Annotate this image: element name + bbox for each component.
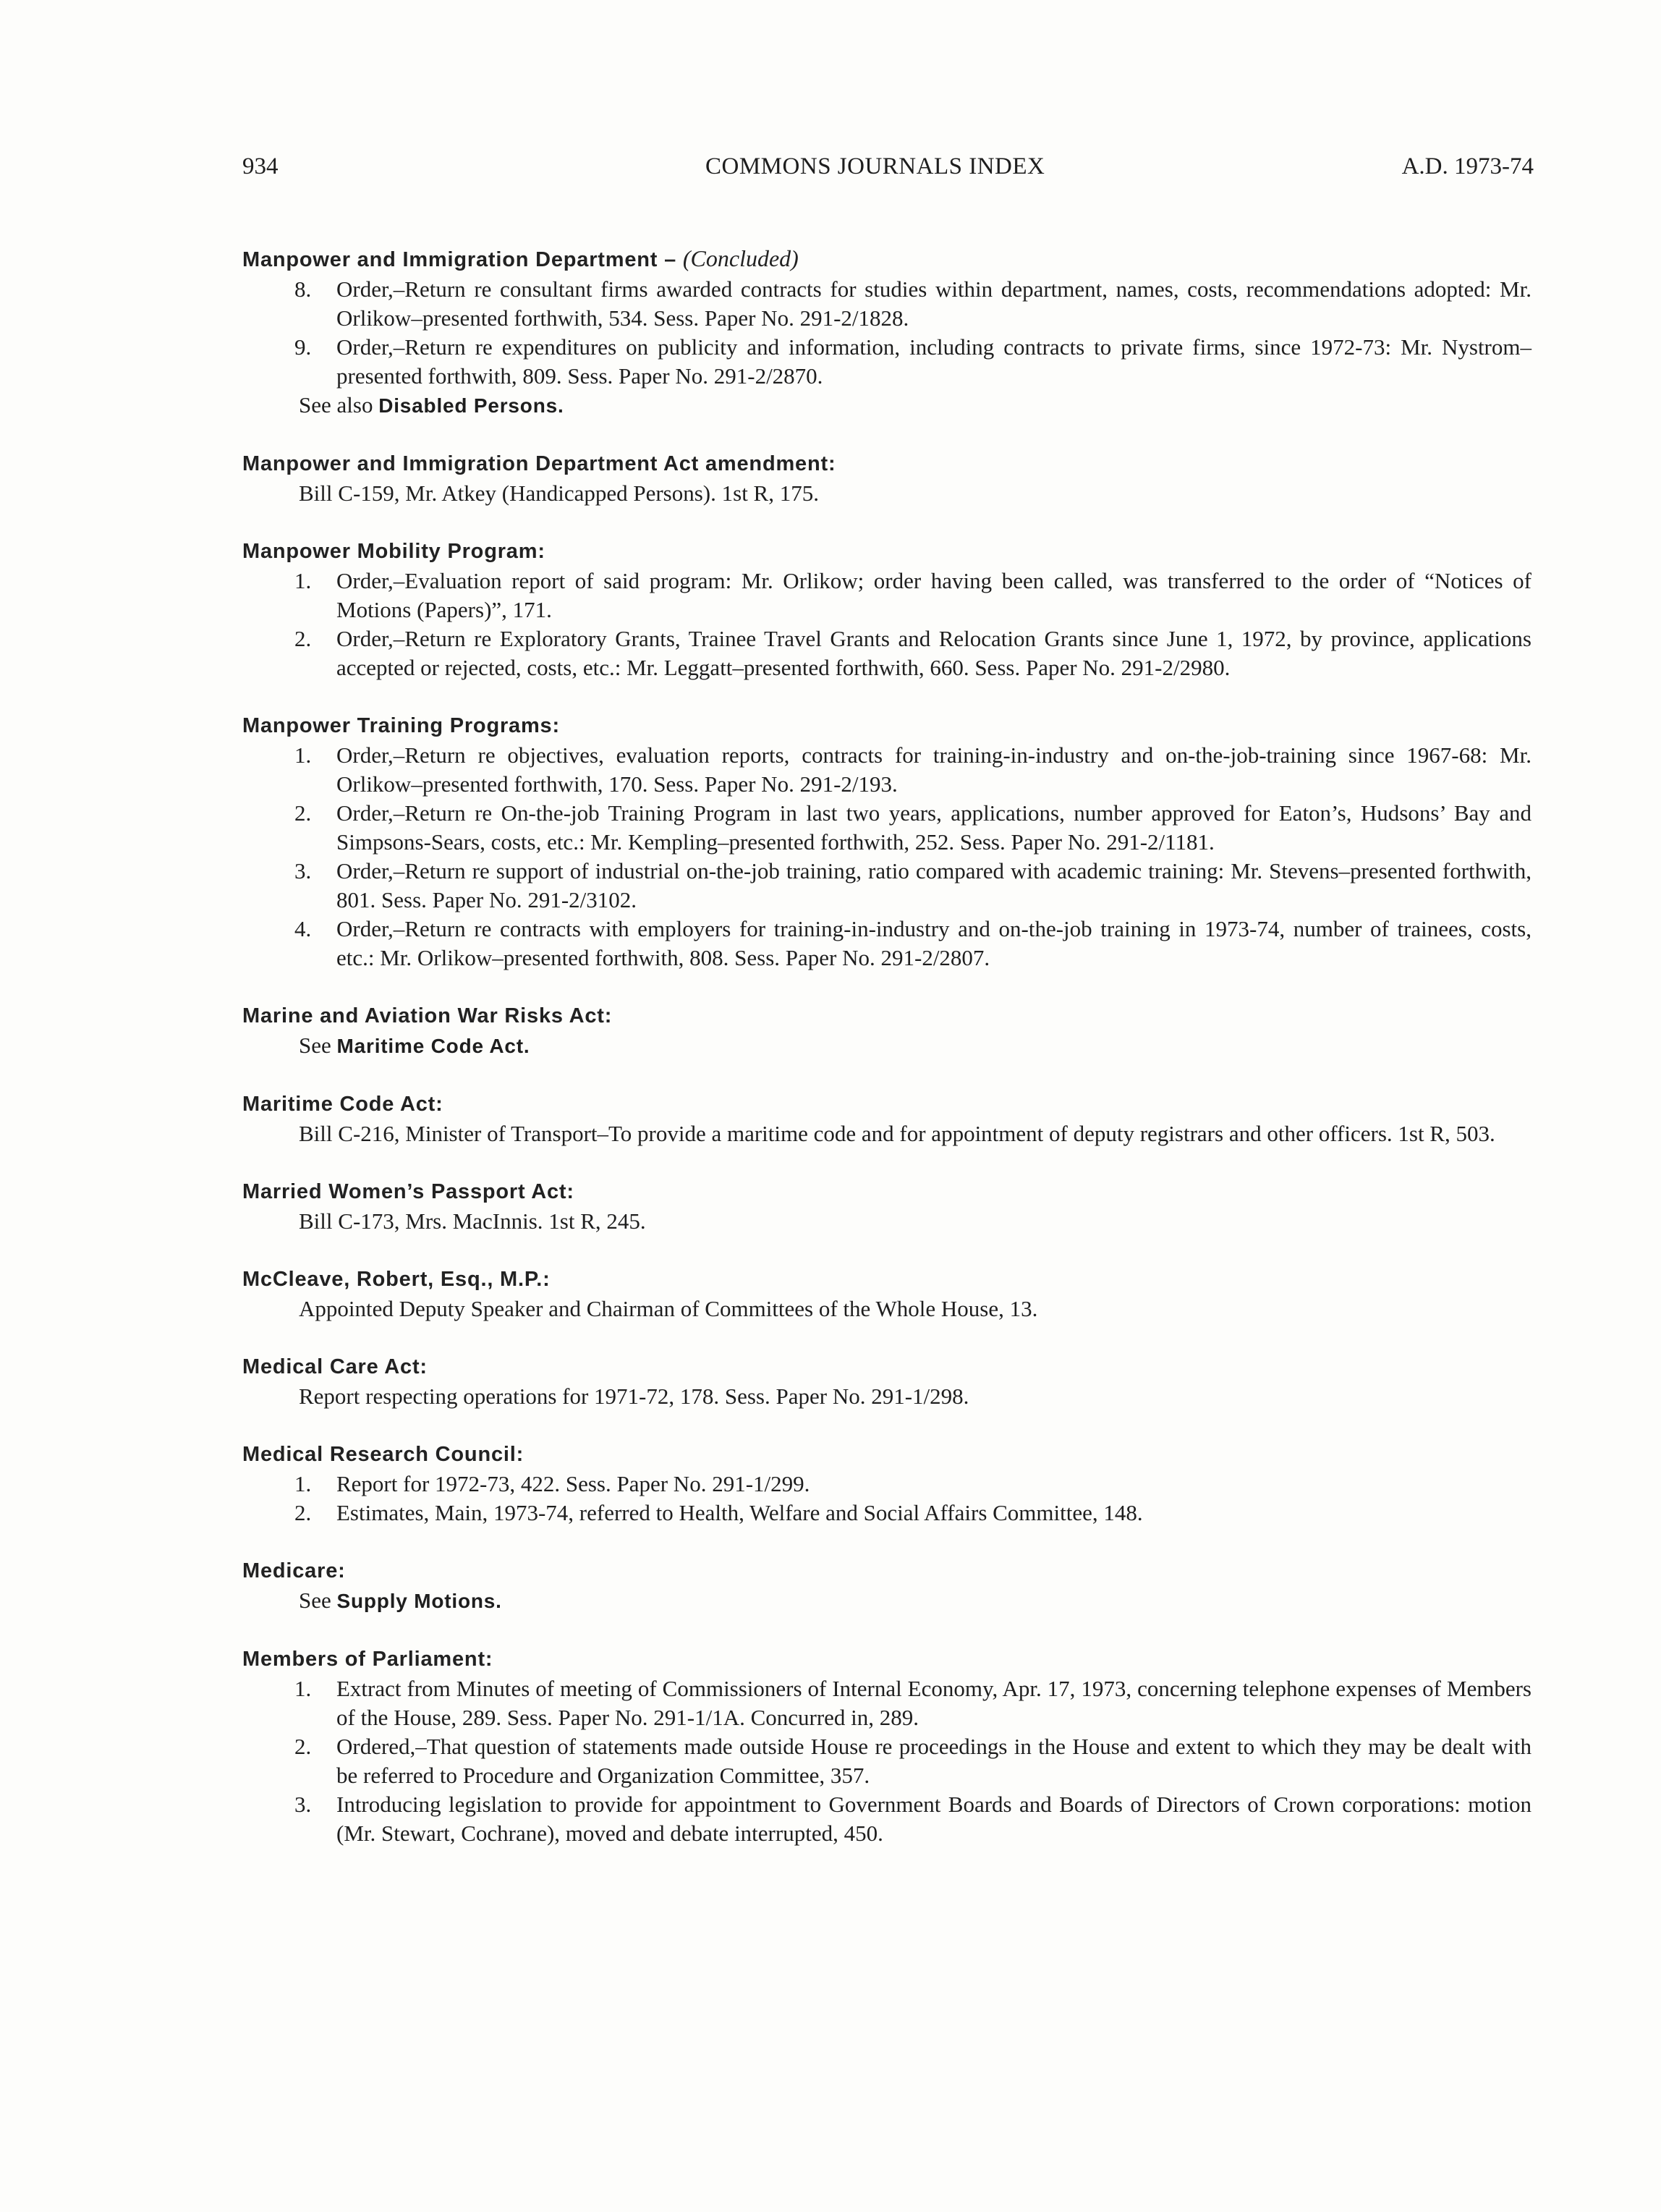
item-text: Order,–Return re support of industrial on-the-job training, ratio compared with academic training: Mr. Stevens–presented forthwith, 801. Sess. Paper No. 291-2/3102. xyxy=(336,858,1532,912)
item-number: 1. xyxy=(294,568,312,593)
entry-text: Appointed Deputy Speaker and Chairman of Committees of the Whole House, 13. xyxy=(299,1296,1038,1321)
entry-heading: Married Women’s Passport Act: xyxy=(242,1180,574,1203)
item-number: 3. xyxy=(294,1792,312,1817)
item-number: 1. xyxy=(294,1471,312,1496)
list-item xyxy=(242,1790,1537,1848)
see-also-prefix: See also xyxy=(299,392,373,418)
item-text: Order,–Return re objectives, evaluation reports, contracts for training-in-industry and on-the-job-training since 1967-68: Mr. Orlikow–presented forthwith, 170. Sess. Paper No. 291-2/193. xyxy=(336,742,1532,797)
journal-title: COMMONS JOURNALS INDEX xyxy=(705,153,1045,179)
see-prefix: See xyxy=(299,1033,331,1058)
list-item xyxy=(242,915,1537,972)
entry-heading: Marine and Aviation War Risks Act: xyxy=(242,1004,613,1027)
entry-text: Bill C-216, Minister of Transport–To provide a maritime code and for appointment of deputy registrars and other officers. 1st R, 503. xyxy=(299,1121,1495,1146)
entry-heading: Members of Parliament: xyxy=(242,1648,493,1671)
see-prefix: See xyxy=(299,1588,331,1613)
index-entry xyxy=(242,1645,1537,1848)
list-item xyxy=(242,624,1537,682)
entry-heading: Manpower Mobility Program: xyxy=(242,540,545,563)
entry-heading: Medical Research Council: xyxy=(242,1443,524,1466)
entry-text: Bill C-159, Mr. Atkey (Handicapped Persons). 1st R, 175. xyxy=(299,480,819,506)
item-text: Extract from Minutes of meeting of Commissioners of Internal Economy, Apr. 17, 1973, concerning telephone expenses of Members of the House, 289. Sess. Paper No. 291-1/1A. Concurred in, 289. xyxy=(336,1676,1532,1730)
item-number: 1. xyxy=(294,742,312,768)
journal-date: A.D. 1973-74 xyxy=(1401,153,1534,179)
index-entry xyxy=(242,244,1537,420)
see-reference: Maritime Code Act. xyxy=(336,1035,530,1057)
list-item xyxy=(242,799,1537,857)
item-text: Order,–Evaluation report of said program: Mr. Orlikow; order having been called, was transferred to the order of “Notices of Motions (Papers)”, 171. xyxy=(336,568,1532,622)
see-line xyxy=(242,1031,1537,1061)
item-text: Ordered,–That question of statements made outside House re proceedings in the House and extent to which they may be dealt with be referred to Procedure and Organization Committee, 357. xyxy=(336,1734,1532,1788)
index-entries xyxy=(242,244,1537,1877)
item-text: Introducing legislation to provide for appointment to Government Boards and Boards of Directors of Crown corporations: motion (Mr. Stewart, Cochrane), moved and debate interrupted, 450. xyxy=(336,1792,1532,1846)
entry-heading: Manpower Training Programs: xyxy=(242,714,560,737)
list-item xyxy=(242,567,1537,624)
entry-heading-text: Manpower and Immigration Department – xyxy=(242,248,677,271)
entry-heading: McCleave, Robert, Esq., M.P.: xyxy=(242,1268,551,1291)
index-entry xyxy=(242,1440,1537,1527)
see-also-reference: Disabled Persons. xyxy=(378,394,564,417)
item-number: 9. xyxy=(294,334,312,360)
see-reference: Supply Motions. xyxy=(336,1590,502,1612)
index-entry xyxy=(242,711,1537,972)
entry-heading: Medical Care Act: xyxy=(242,1355,428,1378)
see-line xyxy=(242,1586,1537,1616)
see-also-line xyxy=(242,391,1537,420)
index-entry xyxy=(242,449,1537,508)
entry-heading xyxy=(242,244,1537,275)
entry-heading: Maritime Code Act: xyxy=(242,1093,443,1116)
entry-heading: Medicare: xyxy=(242,1559,346,1582)
list-item xyxy=(242,1674,1537,1732)
index-entry xyxy=(242,1177,1537,1236)
item-text: Report for 1972-73, 422. Sess. Paper No. 291-1/299. xyxy=(336,1471,810,1496)
entry-heading: Manpower and Immigration Department Act amendment: xyxy=(242,452,836,475)
running-head xyxy=(242,153,1534,190)
item-number: 3. xyxy=(294,858,312,883)
item-text: Order,–Return re contracts with employers for training-in-industry and on-the-job training in 1973-74, number of trainees, costs, etc.: Mr. Orlikow–presented forthwith, 808. Sess. Paper No. 291-2/2807. xyxy=(336,916,1532,970)
list-item xyxy=(242,857,1537,915)
item-number: 4. xyxy=(294,916,312,941)
entry-text: Report respecting operations for 1971-72, 178. Sess. Paper No. 291-1/298. xyxy=(299,1383,969,1409)
item-text: Estimates, Main, 1973-74, referred to Health, Welfare and Social Affairs Committee, 148. xyxy=(336,1500,1143,1525)
item-text: Order,–Return re consultant firms awarded contracts for studies within department, names, costs, recommendations adopted: Mr. Orlikow–presented forthwith, 534. Sess. Paper No. 291-2/1828. xyxy=(336,276,1532,331)
item-number: 1. xyxy=(294,1676,312,1701)
index-entry xyxy=(242,1265,1537,1323)
entry-text: Bill C-173, Mrs. MacInnis. 1st R, 245. xyxy=(299,1208,646,1234)
item-number: 2. xyxy=(294,1734,312,1759)
item-text: Order,–Return re Exploratory Grants, Trainee Travel Grants and Relocation Grants since June 1, 1972, by province, applications accepted or rejected, costs, etc.: Mr. Leggatt–presented forthwith, 660. Sess. Paper No. 291-2/2980. xyxy=(336,626,1532,680)
entry-heading-suffix: (Concluded) xyxy=(682,245,799,271)
list-item xyxy=(242,741,1537,799)
list-item xyxy=(242,1499,1537,1527)
index-entry xyxy=(242,1352,1537,1411)
page-number: 934 xyxy=(242,153,279,179)
list-item xyxy=(242,1732,1537,1790)
list-item xyxy=(242,275,1537,333)
list-item xyxy=(242,333,1537,391)
item-number: 2. xyxy=(294,1500,312,1525)
item-text: Order,–Return re On-the-job Training Program in last two years, applications, number approved for Eaton’s, Hudsons’ Bay and Simpsons-Sears, costs, etc.: Mr. Kempling–presented forthwith, 252. Sess. Paper No. 291-2/1181. xyxy=(336,800,1532,855)
item-number: 8. xyxy=(294,276,312,302)
item-text: Order,–Return re expenditures on publicity and information, including contracts to private firms, since 1972-73: Mr. Nystrom–presented forthwith, 809. Sess. Paper No. 291-2/2870. xyxy=(336,334,1532,389)
index-entry xyxy=(242,1001,1537,1061)
list-item xyxy=(242,1470,1537,1499)
index-entry xyxy=(242,537,1537,682)
index-entry xyxy=(242,1556,1537,1616)
index-entry xyxy=(242,1090,1537,1148)
item-number: 2. xyxy=(294,626,312,651)
item-number: 2. xyxy=(294,800,312,826)
